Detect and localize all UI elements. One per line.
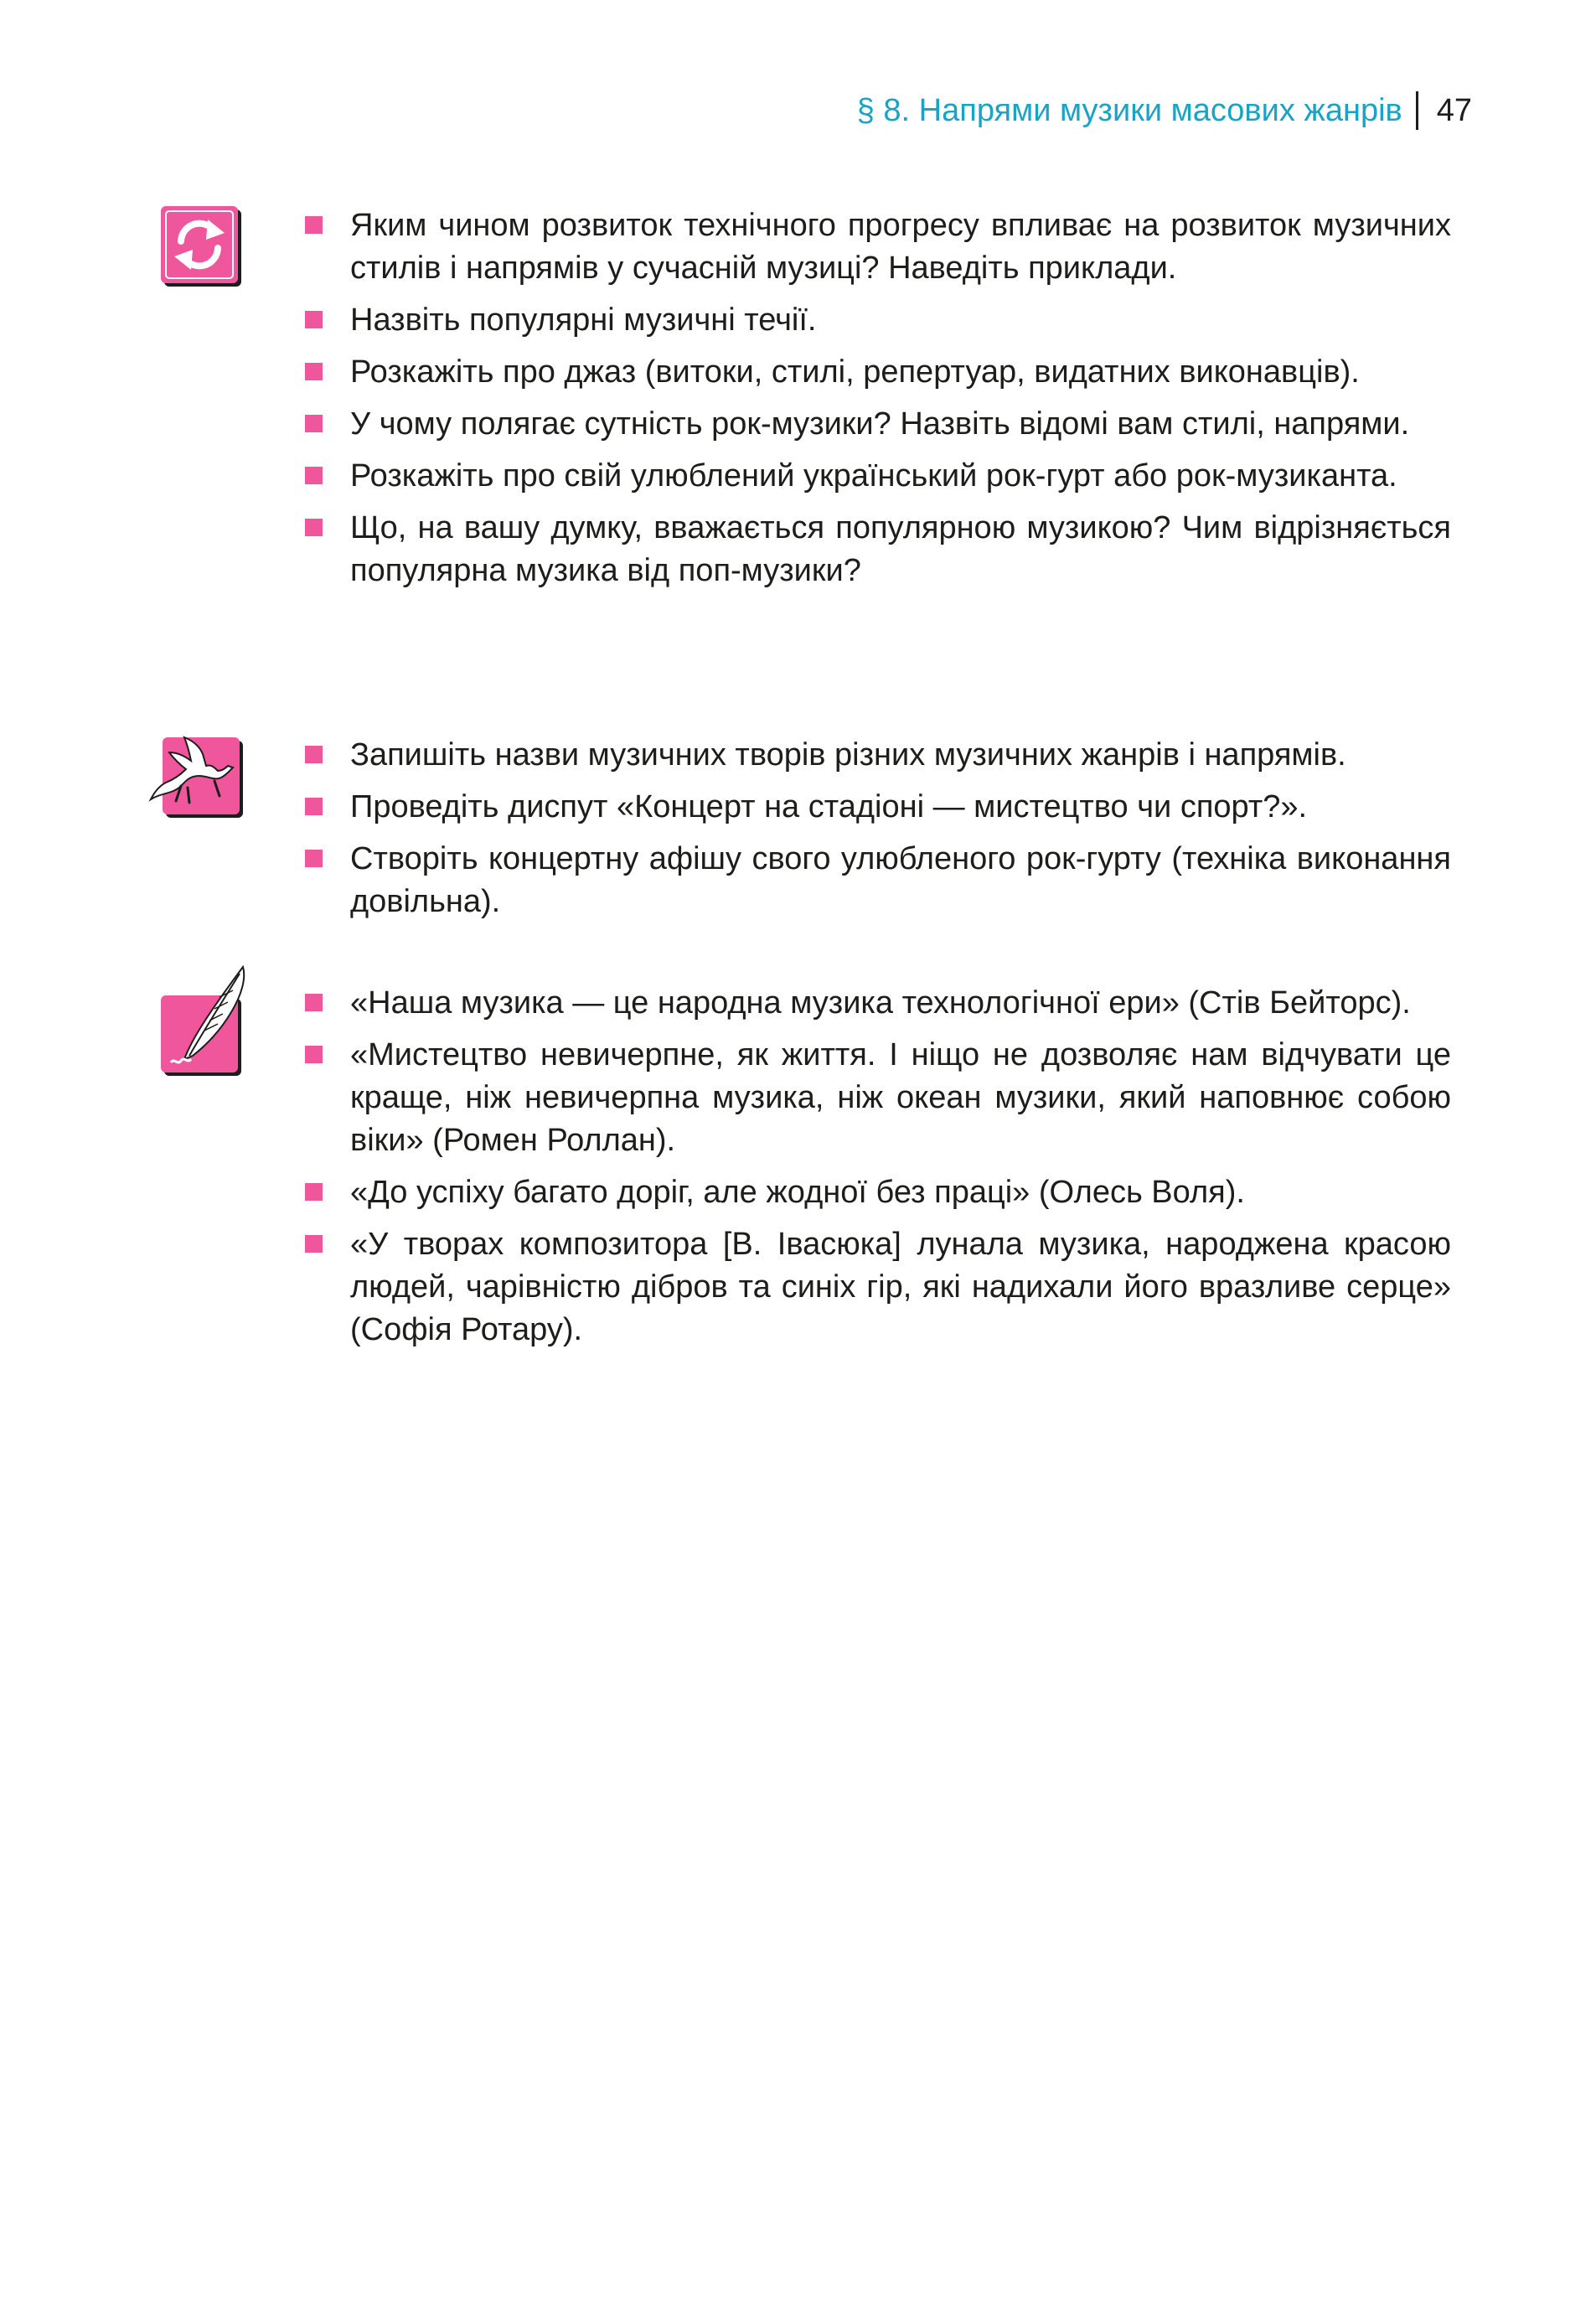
bullet-square-icon — [305, 850, 323, 867]
page-header — [857, 90, 1472, 131]
list-item: «У творах композитора [В. Івасюка] лунала музика, народжена красою людей, чарівністю дібров та синіх гір, які надихали його вразливе серце» (Софія Ротару). — [305, 1223, 1451, 1352]
refresh-arrows-icon — [159, 204, 243, 288]
list-item: «Наша музика — це народна музика технологічної ери» (Стів Бейторс). — [305, 982, 1451, 1025]
bullet-square-icon — [305, 467, 323, 484]
list-item: Яким чином розвиток технічного прогресу впливає на розвиток музичних стилів і напрямів у сучасній музиці? Наведіть приклади. — [305, 204, 1451, 290]
list-item: Проведіть диспут «Концерт на стадіоні — мистецтво чи спорт?». — [305, 786, 1451, 829]
quill-icon — [159, 982, 243, 1066]
bullet-square-icon — [305, 994, 323, 1011]
list-item: Що, на вашу думку, вважається популярною музикою? Чим відрізняється популярна музика від поп-музики? — [305, 507, 1451, 592]
header-divider — [1416, 91, 1418, 130]
list-item: У чому полягає сутність рок-музики? Назвіть відомі вам стилі, напрями. — [305, 403, 1451, 446]
bullet-square-icon — [305, 363, 323, 380]
questions-list — [305, 204, 1451, 602]
list-item: Назвіть популярні музичні течії. — [305, 299, 1451, 342]
bullet-square-icon — [305, 216, 323, 234]
list-item: Створіть концертну афішу свого улюбленого рок-гурту (техніка виконання довільна). — [305, 838, 1451, 923]
list-item: Розкажіть про свій улюблений український рок-гурт або рок-музиканта. — [305, 455, 1451, 498]
bullet-square-icon — [305, 1235, 323, 1253]
bullet-square-icon — [305, 1183, 323, 1201]
list-item: Запишіть назви музичних творів різних музичних жанрів і напрямів. — [305, 734, 1451, 777]
pegasus-icon — [159, 734, 243, 818]
bullet-square-icon — [305, 519, 323, 536]
bullet-square-icon — [305, 415, 323, 432]
section-title: § 8. Напрями музики масових жанрів — [856, 93, 1402, 128]
bullet-square-icon — [305, 746, 323, 763]
quotes-list — [305, 982, 1451, 1361]
tasks-list — [305, 734, 1451, 933]
bullet-square-icon — [305, 1046, 323, 1063]
list-item: «Мистецтво невичерпне, як життя. І ніщо не дозволяє нам відчувати це краще, ніж невичерпна музика, ніж океан музики, який наповнює собою віки» (Ромен Роллан). — [305, 1034, 1451, 1162]
page-number: 47 — [1436, 93, 1472, 128]
list-item: «До успіху багато доріг, але жодної без праці» (Олесь Воля). — [305, 1171, 1451, 1214]
list-item: Розкажіть про джаз (витоки, стилі, репертуар, видатних виконавців). — [305, 351, 1451, 394]
bullet-square-icon — [305, 311, 323, 328]
bullet-square-icon — [305, 798, 323, 815]
